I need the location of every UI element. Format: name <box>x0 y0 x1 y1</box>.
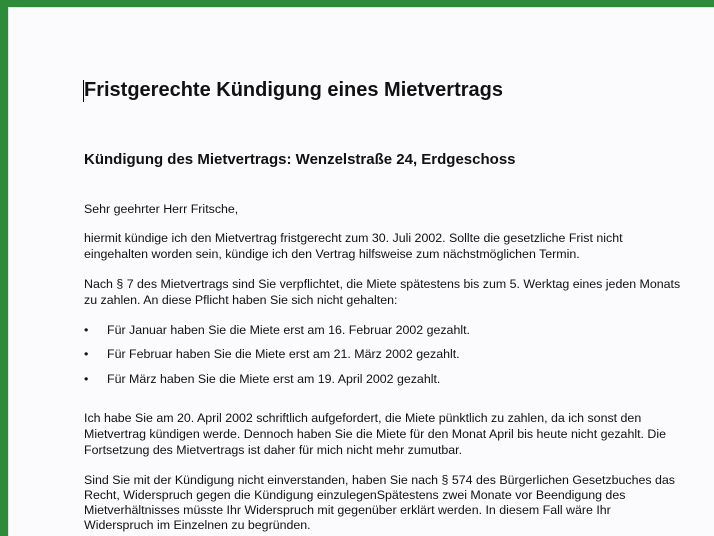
document-subject: Kündigung des Mietvertrags: Wenzelstraße 24, Erdgeschoss <box>84 151 516 168</box>
paragraph-1-line-2: eingehalten worden sein, kündige ich den Vertrag hilfsweise zum nächstmöglichen Termin. <box>84 247 580 261</box>
paragraph-4-line-3: Mietverhältnisses müsste Ihr Widerspruch mit gegenüber erklärt werden. In diesem Fall wäre Ihr <box>84 503 611 517</box>
document-title: Fristgerechte Kündigung eines Mietvertrags <box>84 79 503 101</box>
bullet-icon: • <box>84 347 89 361</box>
bullet-icon: • <box>84 372 89 386</box>
paragraph-2-line-2: zu zahlen. An diese Pflicht haben Sie sich nicht gehalten: <box>84 293 398 307</box>
paragraph-2-line-1: Nach § 7 des Mietvertrags sind Sie verpflichtet, die Miete spätestens bis zum 5. Werktag eines jeden Monats <box>84 277 681 291</box>
list-item-text: Für Februar haben Sie die Miete erst am 21. März 2002 gezahlt. <box>107 347 460 361</box>
paragraph-4-line-1: Sind Sie mit der Kündigung nicht einverstanden, haben Sie nach § 574 des Bürgerlichen Gesetzbuches das <box>84 473 676 487</box>
paragraph-4-line-4: Widerspruch im Einzelnen zu begründen. <box>84 518 311 532</box>
list-item-text: Für Januar haben Sie die Miete erst am 16. Februar 2002 gezahlt. <box>107 323 470 337</box>
document-page[interactable] <box>8 7 714 536</box>
list-item-text: Für März haben Sie die Miete erst am 19. April 2002 gezahlt. <box>107 372 441 386</box>
paragraph-3-line-1: Ich habe Sie am 20. April 2002 schriftlich aufgefordert, die Miete pünktlich zu zahlen, da ich sonst den <box>84 411 642 425</box>
paragraph-1-line-1: hiermit kündige ich den Mietvertrag fristgerecht zum 30. Juli 2002. Sollte die gesetzliche Frist nicht <box>84 231 623 245</box>
paragraph-3-line-2: Mietvertrag kündigen werde. Dennoch haben Sie die Miete für den Monat April bis heute nicht gezahlt. Die <box>84 427 667 441</box>
paragraph-4-line-2: Recht, Widerspruch gegen die Kündigung einzulegenSpätestens zwei Monate vor Beendigung des <box>84 488 626 502</box>
salutation: Sehr geehrter Herr Fritsche, <box>84 202 239 216</box>
bullet-icon: • <box>84 323 89 337</box>
paragraph-3-line-3: Fortsetzung des Mietvertrags ist daher für mich nicht mehr zumutbar. <box>84 443 463 457</box>
